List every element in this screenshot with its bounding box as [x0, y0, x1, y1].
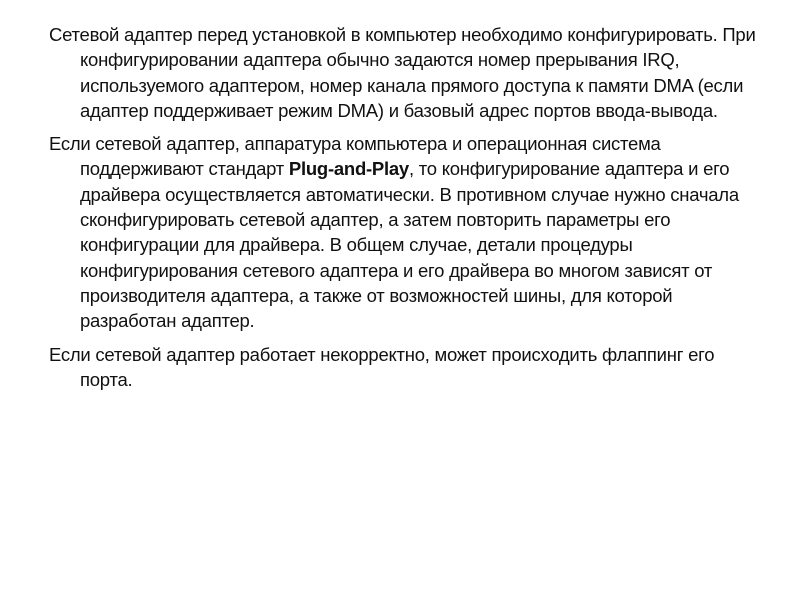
paragraph-2-text-before: Если сетевой адаптер, аппаратура компьютера и операционная система поддерживают стандарт	[49, 133, 661, 180]
plug-and-play-term: Plug-and-Play	[288, 158, 409, 180]
paragraph-1-text: Сетевой адаптер перед установкой в компьютер необходимо конфигурировать. При конфигурировании адаптера обычно задаются номер прерывания IRQ, используемого адаптером, номер канала прямого доступа к памяти DMA (если адаптер поддерживает режим DMA) и базовый адрес портов ввода-вывода.	[49, 24, 756, 121]
paragraph-port-flapping	[49, 342, 761, 393]
paragraph-plug-and-play	[49, 131, 761, 333]
text-body	[49, 22, 761, 400]
paragraph-3-text: Если сетевой адаптер работает некорректно, может происходить флаппинг его порта.	[49, 343, 715, 390]
paragraph-2-text-after: , то конфигурирование адаптера и его драйвера осуществляется автоматически. В противном случае нужно сначала сконфигурировать сетевой адаптер, а затем повторить параметры его конфигурации для драйвера. В общем случае, детали процедуры конфигурирования сетевого адаптера и его драйвера во многом зависят от производителя адаптера, а также от возможностей шины, для которой разработан адаптер.	[80, 158, 739, 332]
paragraph-adapter-configuration	[49, 22, 761, 123]
